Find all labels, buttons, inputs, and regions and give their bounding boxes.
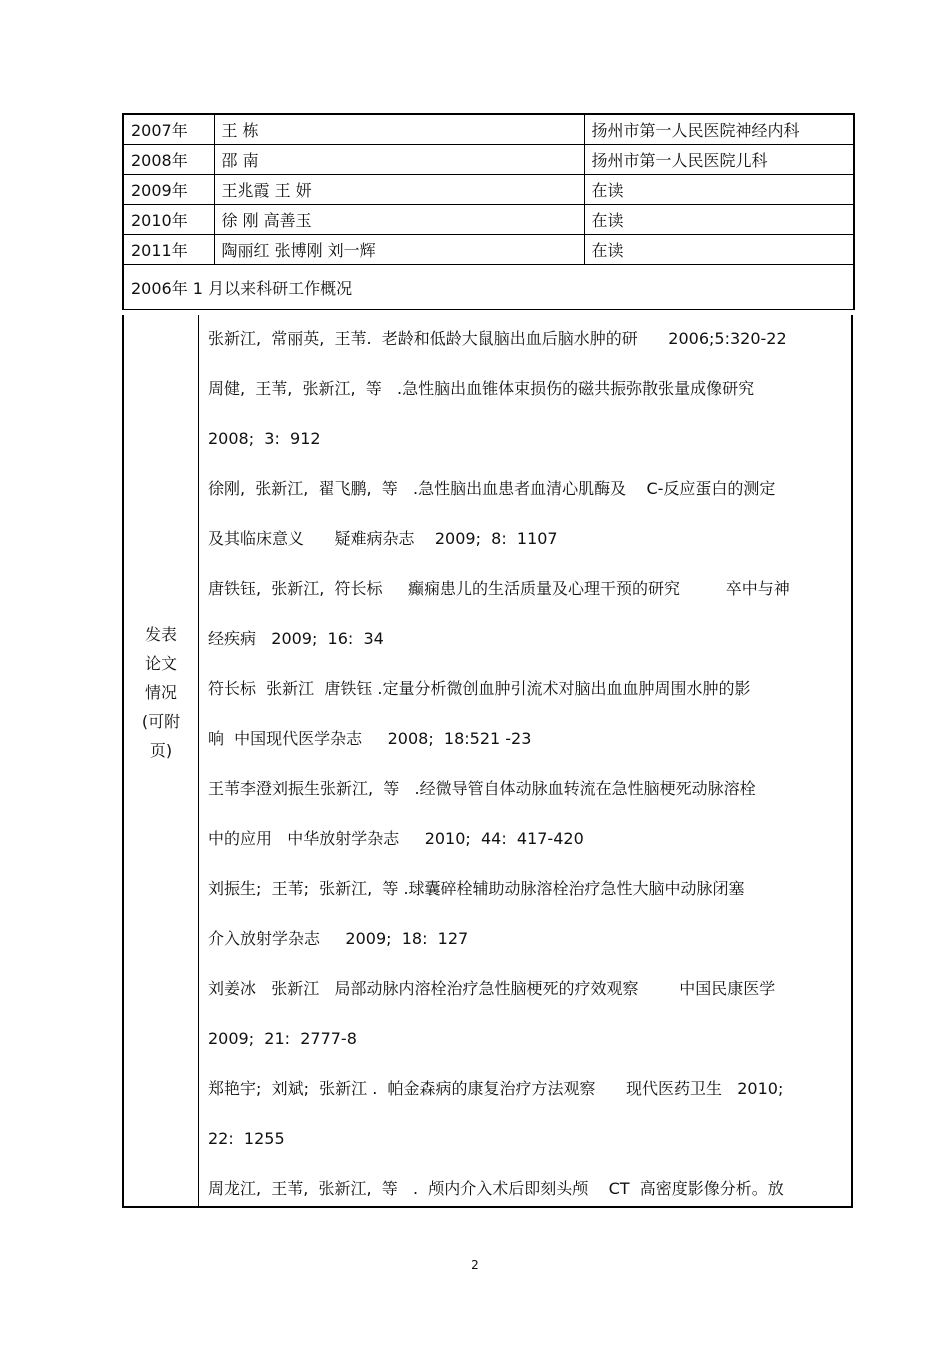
year-cell: 2009年 <box>123 175 214 205</box>
paper-line: 响 中国现代医学杂志 2008; 18:521 -23 <box>208 729 532 748</box>
section-title: 2006年 1 月以来科研工作概况 <box>123 265 854 310</box>
paper-line: 郑艳宇; 刘斌; 张新江 . 帕金森病的康复治疗方法观察 现代医药卫生 2010; <box>208 1079 784 1098</box>
student-row <box>123 175 854 205</box>
papers-label-line: 论文 <box>144 654 177 673</box>
column-divider <box>198 315 199 1206</box>
page-number: 2 <box>471 1258 479 1272</box>
paper-line: 王苇李澄刘振生张新江, 等 .经微导管自体动脉血转流在急性脑梗死动脉溶栓 <box>208 779 756 798</box>
year-cell: 2007年 <box>123 114 214 145</box>
year-cell: 2010年 <box>123 205 214 235</box>
destination-cell: 扬州市第一人民医院神经内科 <box>584 114 854 145</box>
paper-line: 22: 1255 <box>208 1129 285 1148</box>
student-row <box>123 114 854 145</box>
destination-cell: 在读 <box>584 235 854 265</box>
paper-line: 刘姜冰 张新江 局部动脉内溶栓治疗急性脑梗死的疗效观察 中国民康医学 <box>208 979 776 998</box>
paper-line: 及其临床意义 疑难病杂志 2009; 8: 1107 <box>208 529 558 548</box>
student-table <box>122 113 855 310</box>
papers-label-line: 情况 <box>144 683 177 702</box>
destination-cell: 在读 <box>584 205 854 235</box>
paper-line: 中的应用 中华放射学杂志 2010; 44: 417-420 <box>208 829 584 848</box>
student-row <box>123 235 854 265</box>
student-row <box>123 145 854 175</box>
name-cell: 王 栋 <box>214 114 584 145</box>
name-cell: 徐 刚 高善玉 <box>214 205 584 235</box>
paper-line: 2009; 21: 2777-8 <box>208 1029 357 1048</box>
paper-line: 唐铁钰, 张新江, 符长标 癫痫患儿的生活质量及心理干预的研究 卒中与神 <box>208 579 790 598</box>
paper-line: 经疾病 2009; 16: 34 <box>208 629 384 648</box>
papers-section <box>122 315 853 1208</box>
destination-cell: 扬州市第一人民医院儿科 <box>584 145 854 175</box>
paper-line: 周健, 王苇, 张新江, 等 .急性脑出血锥体束损伤的磁共振弥散张量成像研究 <box>208 379 755 398</box>
paper-line: 周龙江, 王苇, 张新江, 等 . 颅内介入术后即刻头颅 CT 高密度影像分析。放 <box>208 1179 784 1198</box>
name-cell: 邵 南 <box>214 145 584 175</box>
papers-label-line: 发表 <box>144 625 177 644</box>
paper-line: 2008; 3: 912 <box>208 429 321 448</box>
student-row <box>123 205 854 235</box>
name-cell: 王兆霞 王 妍 <box>214 175 584 205</box>
section-row <box>123 265 854 310</box>
name-cell: 陶丽红 张博刚 刘一辉 <box>214 235 584 265</box>
papers-label-line: (可附 <box>141 712 181 731</box>
destination-cell: 在读 <box>584 175 854 205</box>
paper-line: 刘振生; 王苇; 张新江, 等 .球囊碎栓辅助动脉溶栓治疗急性大脑中动脉闭塞 <box>208 879 745 898</box>
year-cell: 2011年 <box>123 235 214 265</box>
papers-label <box>124 620 198 765</box>
paper-line: 徐刚, 张新江, 翟飞鹏, 等 .急性脑出血患者血清心肌酶及 C-反应蛋白的测定 <box>208 479 776 498</box>
paper-line: 符长标 张新江 唐铁钰 .定量分析微创血肿引流术对脑出血血肿周围水肿的影 <box>208 679 751 698</box>
paper-line: 张新江, 常丽英, 王苇. 老龄和低龄大鼠脑出血后脑水肿的研 2006;5:320-22 <box>208 329 787 348</box>
paper-line: 介入放射学杂志 2009; 18: 127 <box>208 929 469 948</box>
year-cell: 2008年 <box>123 145 214 175</box>
papers-label-line: 页) <box>149 741 173 760</box>
